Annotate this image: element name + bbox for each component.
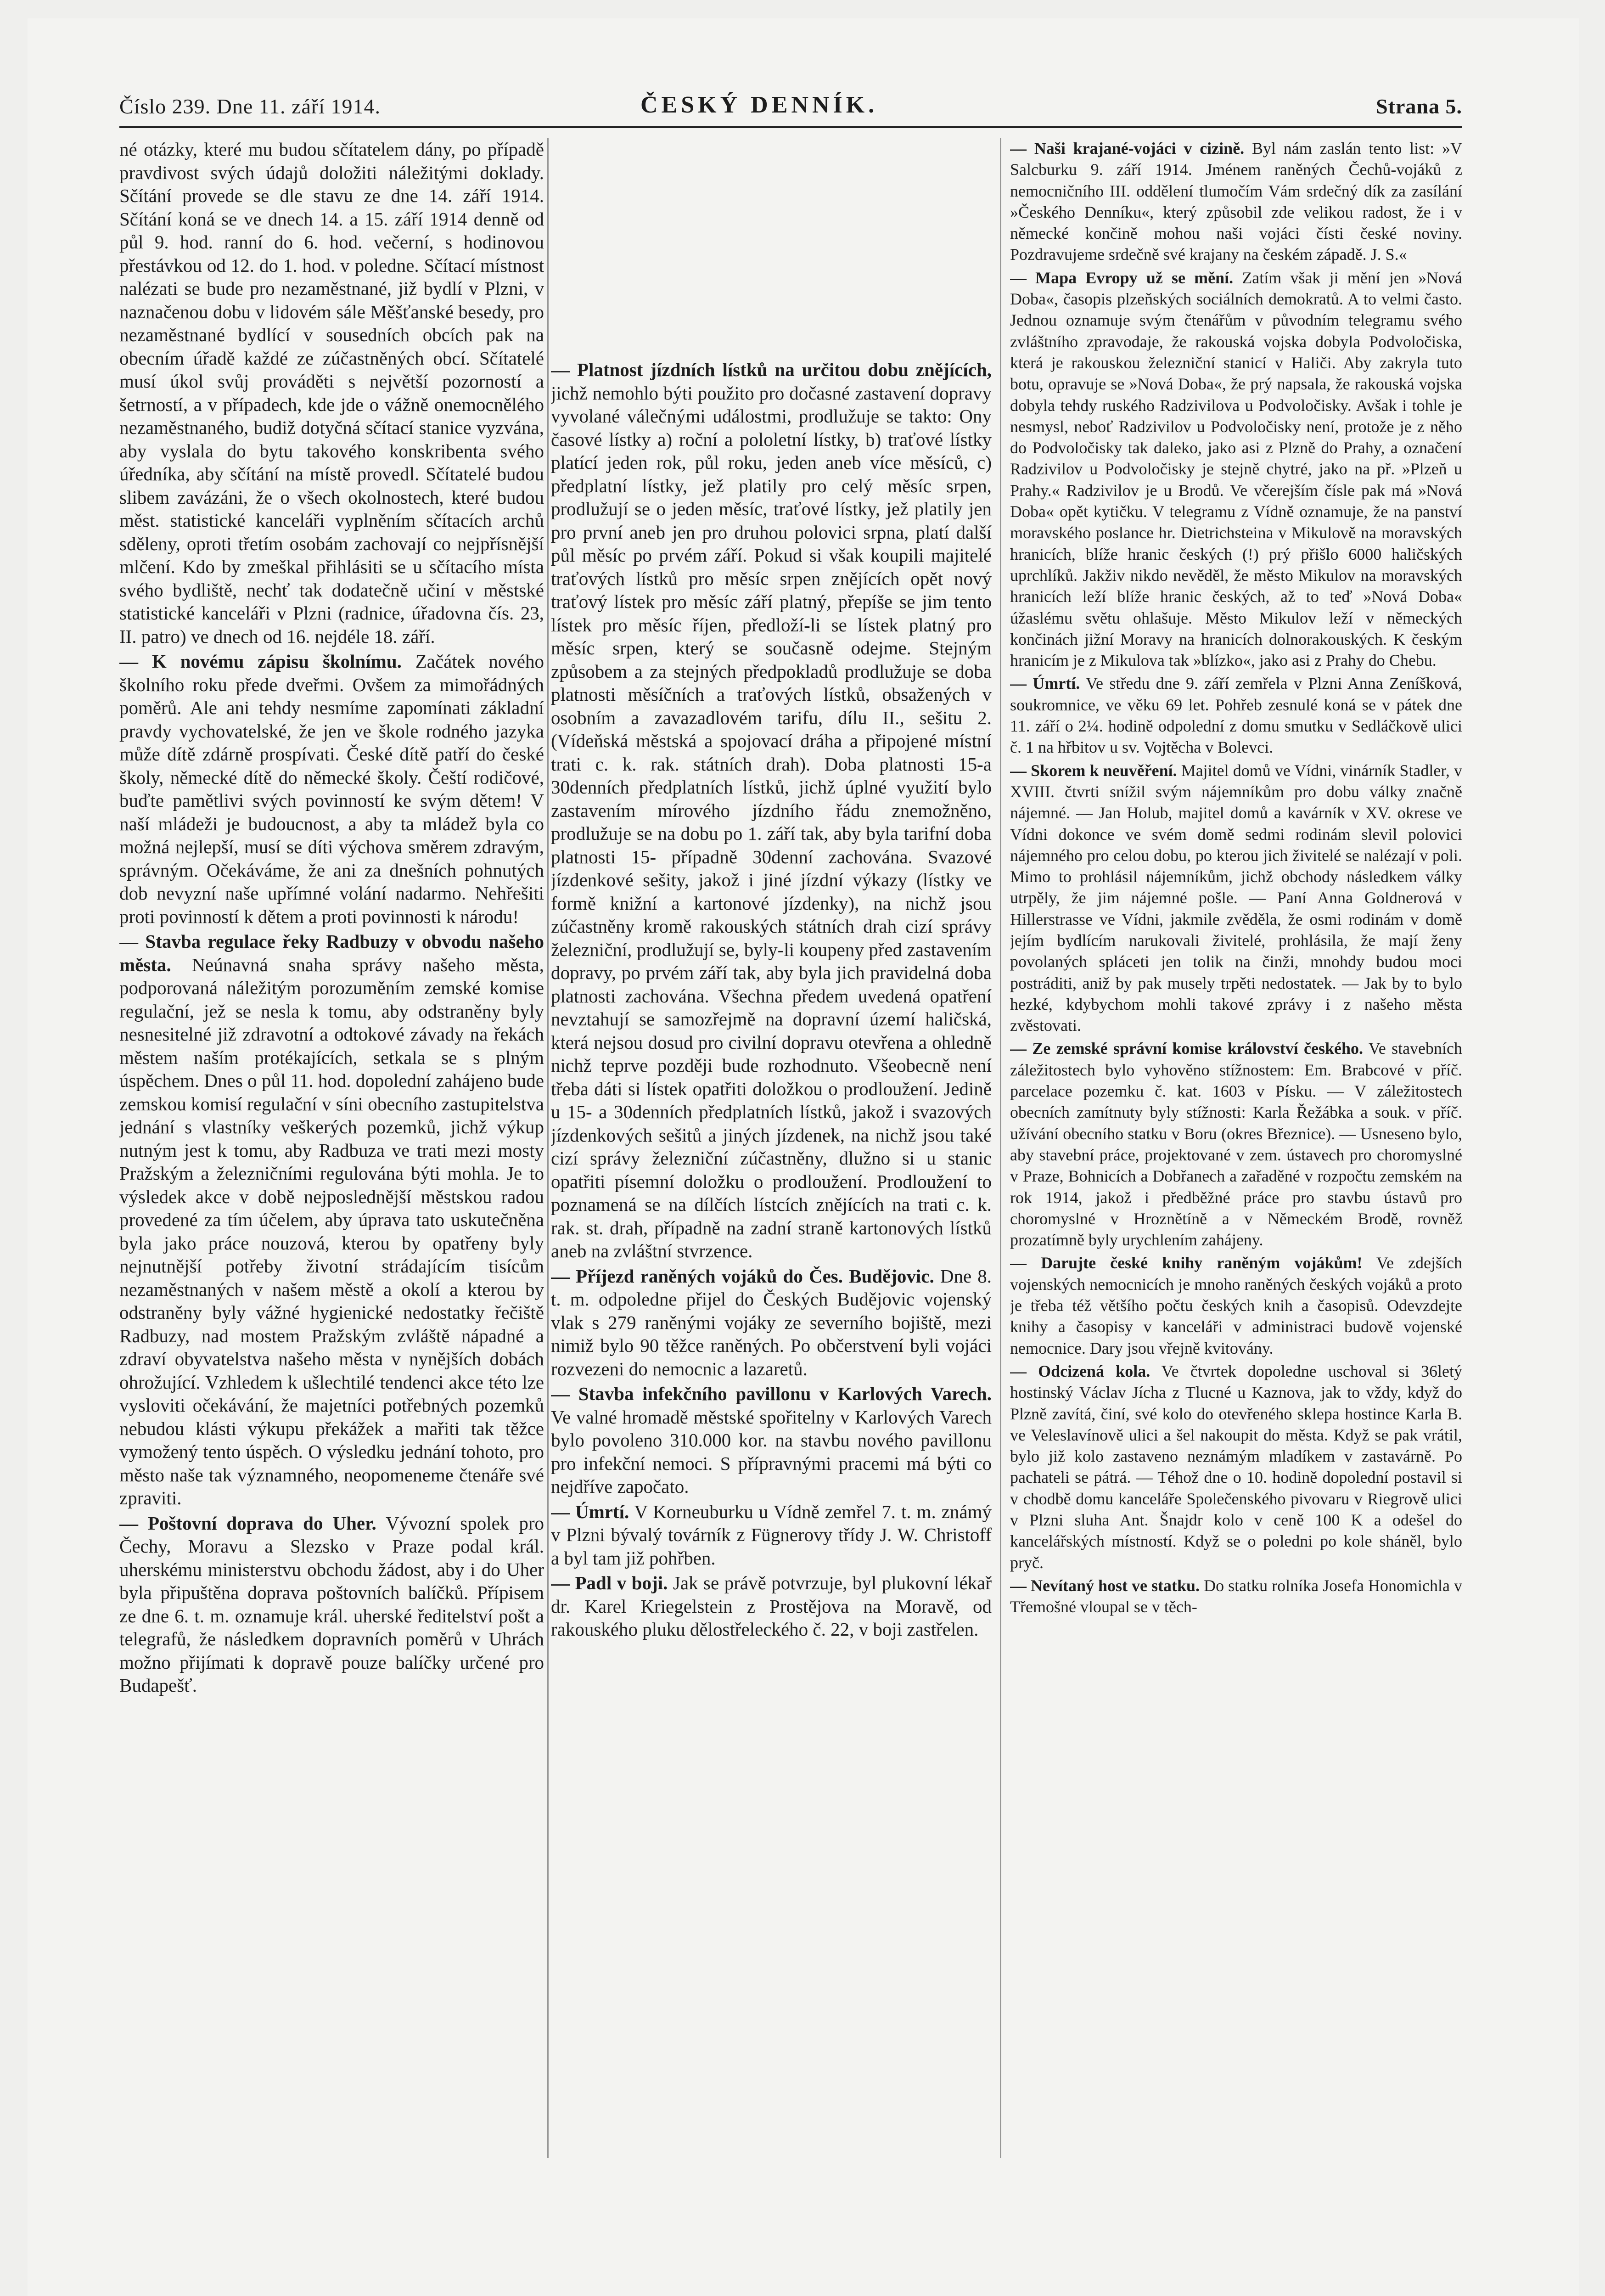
article: — Mapa Evropy už se mění. Zatím však ji mění jen »Nová Doba«, časopis plzeňských sociálních demokratů. A to velmi často. Jednou oznamuje svým čtenářům v původním telegramu svého zvláštního zpravodaje, že rakouská vojska dobyla Podvoločiska, která je rakouskou železniční stanicí v Haliči. Aby zakryla tuto botu, opravuje se »Nová Doba«, že prý napsala, že rakouská vojska dobyla tehdy ruského Radzivilova u Podvoločisky. Avšak i tohle je nesmysl, neboť Radzivilov u Podvoločisky není, protože je z něho do Podvoločisky tak daleko, jako asi z Plzně do Prahy, a označení Radzivilov u Podvoločisky je stejně chytré, jako na př. »Plzeň u Prahy.« Radzivilov je u Brodů. Ve včerejším čísle pak má »Nová Doba« opět kytičku. V telegramu z Vídně oznamuje, že na panství moravského poslance hr. Dietrichsteina v Mikulově na moravských hranicích, blíže hranic českých (!) prý přišlo 6000 haličských uprchlíků. Jakživ nikdo nevěděl, že město Mikulov na moravských hranicích leží blíže hranic českých, až to teď »Nová Doba« úžaslému světu ohlašuje. Město Mikulov leží v německých končinách jižní Moravy na hranicích dolnorakouských. K českým hranicím je z Mikulova tak »blízko«, jako asi z Prahy do Chebu. [1010,268,1462,670]
article: — Skorem k neuvěření. Majitel domů ve Vídni, vinárník Stadler, v XVIII. čtvrti snížil svým nájemníkům pro dobu války značně nájemné. — Jan Holub, majitel domů a kavárník v XV. okrese ve Vídni dokonce ve svém domě sedmi rodinám slevil polovici nájemného pro celou dobu, po kterou jich živitelé se nalézají v poli. Mimo to prohlásil nájemníkům, jichž obchody následkem války utrpěly, že jim nájemné pošle. — Paní Anna Goldnerová v Hillerstrasse ve Vídni, jakmile zvěděla, že osmi rodinám v domě jejím bydlícím narukovali živitelé, prohlásila, že mají ženy povolaných spláceti jen tolik na činži, mnohdy budou moci postráditi, aniž by pak musely trpěti nedostatek. — Jak by to bylo hezké, kdybychom mohli takové zprávy i z našeho města zvěstovati. [1010,761,1462,1035]
column-3 [1010,138,1462,2149]
article: — Odcizená kola. Ve čtvrtek dopoledne uschoval si 36letý hostinský Václav Jícha z Tlucné u Kaznova, jak to vždy, když do Plzně zavítá, činí, své kolo do otevřeného sklepa hostince Karla B. ve Veleslavínově ulici a šel nakoupit do města. Když se pak vrátil, bylo již kolo zastaveno neznámým mladíkem v zastavárně. Po pachateli se pátrá. — Téhož dne o 10. hodině dopolední postavil si v chodbě domu kanceláře Společenského pivovaru v Riegrově ulici v Plzni sluha Ant. Šnajdr kolo v ceně 100 K a odešel do kancelářských místností. Když se o poledni po kole sháněl, bylo pryč. [1010,1362,1462,1572]
article-title: — Úmrtí. [1010,674,1080,693]
article-title: — Naši krajané-vojáci v cizině. [1010,139,1245,158]
article: — Ze zemské správní komise království českého. Ve stavebních záležitostech bylo vyhověno stížnostem: Em. Brabcové v příč. parcelace pozemku č. kat. 1603 v Písku. — V záležitostech obecních zamítnuty byly stížnosti: Karla Řežábka a souk. v příč. užívání obecního statku v Boru (okres Březnice). — Usneseno bylo, aby stavební práce, projektované v zem. ústavech pro choromyslné v Praze, Bohnicích a Dobřanech a zařaděné v rozpočtu zemském na rok 1914, jakož i předběžné práce pro stavbu ústavů pro choromyslné v Hroznětíně a v Německém Brodě, rovněž prozatímně byly urychlením zahájeny. [1010,1039,1462,1249]
issue-date: Číslo 239. Dne 11. září 1914. [119,95,381,118]
column-divider [1000,138,1001,2158]
header-rule [119,126,1462,128]
article: — Příjezd raněných vojáků do Čes. Budějovic. Dne 8. t. m. odpoledne přijel do Českých Budějovic vojenský vlak s 279 raněnými vojáky ze severního bojiště, mezi nimiž bylo 90 těžce raněných. Po občerstvení byli vojáci rozvezeni do nemocnic a lazaretů. [551,1265,992,1379]
bleed-through-text [569,142,973,335]
article: né otázky, které mu budou sčítatelem dány, po případě pravdivost svých údajů doložiti náležitými doklady. Sčítání provede se dle stavu ze dne 14. září 1914. Sčítání koná se ve dnech 14. a 15. září 1914 denně od půl 9. hod. ranní do 6. hod. večerní, s hodinovou přestávkou od 12. do 1. hod. v poledne. Sčítací místnost nalézati se bude pro nezaměstnané, již bydlí v Plzni, v naznačenou dobu v lidovém sále Měšťanské besedy, pro nezaměstnané bydlící v sousedních obcích pak na obecním úřadě každé ze zúčastněných obcí. Sčítatelé musí úkol svůj prováděti s největší pozorností a šetrností, a v případech, kde jde o vážně onemocnělého nezaměstnaného, budiž dotyčná sčítací stanice vyzvána, aby vyslala do bytu takového konskribenta svého úředníka, aby sčítání na místě provedl. Sčítatelé budou slibem zavázáni, že o všech okolnostech, které budou měst. statistické kanceláři vyplněním sčítacích archů sděleny, oproti třetím osobám zachovají co nejpřísnější mlčení. Kdo by zmeškal přihlásiti se u sčítacího místa svého bydliště, nechť tak dodatečně učiní v městské statistické kanceláři v Plzni (radnice, úřadovna čís. 23, II. patro) ve dnech od 16. nejdéle 18. září. [119,139,544,647]
article-title: — Stavba infekčního pavillonu v Karlových Varech. [551,1383,992,1404]
article-title: — Platnost jízdních lístků na určitou dobu znějících, [551,359,992,380]
article: — K novému zápisu školnímu. Začátek nového školního roku přede dveřmi. Ovšem za mimořádných poměrů. Ale ani tehdy nesmíme zapomínati základní pravdy vychovatelské, že jen ve škole rodného jazyka může dítě zdárně prospívati. České dítě patří do české školy, německé dítě do německé školy. Čeští rodičové, buďte pamětlivi svých povinností ke svým dětem! V naší mládeži je budoucnost, a aby ta mládež byla co možná nejlepší, musí se díti výchova směrem zdravým, správným. Očekáváme, že ani za dnešních pohnutých dob nevyzní naše upřímné volání nadarmo. Nehřešiti proti povinností k dětem a proti povinnosti k národu! [119,651,544,927]
article: — Úmrtí. Ve středu dne 9. září zemřela v Plzni Anna Zeníšková, soukromnice, ve věku 69 let. Pohřeb zesnulé koná se v pátek dne 11. září o 2¼. hodině odpolední z domu smutku v Sedláčkově ulici č. 1 na hřbitov u sv. Vojtěcha v Bolevci. [1010,674,1462,757]
article-title: — Odcizená kola. [1010,1362,1150,1380]
article-title: — Příjezd raněných vojáků do Čes. Budějovic. [551,1265,934,1287]
column-1 [119,138,544,2149]
article: — Nevítaný host ve statku. Do statku rolníka Josefa Honomichla v Třemošné vloupal se v těch- [1010,1576,1462,1616]
article: — Stavba infekčního pavillonu v Karlových Varech. Ve valné hromadě městské spořitelny v Karlových Varech bylo povoleno 310.000 kor. na stavbu nového pavillonu pro infekční nemoci. S přípravnými pracemi má býti co nejdříve započato. [551,1383,992,1497]
page-header [119,90,1462,126]
article-title: — K novému zápisu školnímu. [119,651,402,672]
article-title: — Darujte české knihy raněným vojákům! [1010,1254,1363,1272]
article-title: — Stavba regulace řeky Radbuzy v obvodu našeho města. [119,931,544,975]
article: — Darujte české knihy raněným vojákům! Ve zdejších vojenských nemocnicích je mnoho raněných českých vojáků a proto je třeba též většího počtu českých knih a časopisů. Odevzdejte knihy a časopisy v kanceláři v administraci budově vojenské nemocnice. Dary jsou vřejně kvitovány. [1010,1254,1462,1357]
article: — Poštovní doprava do Uher. Vývozní spolek pro Čechy, Moravu a Slezsko v Praze podal král. uherskému ministerstvu obchodu žádost, aby i do Uher byla připuštěna doprava poštovních balíčků. Přípisem ze dne 6. t. m. oznamuje král. uherské ředitelství pošt a telegrafů, že následkem dopravních poměrů v Uhrách možno přijímati k dopravě pouze balíčky určené pro Budapešť. [119,1512,544,1696]
article-title: — Úmrtí. [551,1501,629,1522]
article-title: — Skorem k neuvěření. [1010,761,1177,780]
newspaper-title: ČESKÝ DENNÍK. [640,92,878,118]
article: — Stavba regulace řeky Radbuzy v obvodu našeho města. Neúnavná snaha správy našeho města, podporovaná náležitým porozuměním zemské komise regulační, jež se nesla k tomu, aby odstraněny byly nesnesitelné již zdravotní a odtokové závady na řekách městem naším protékajících, setkala se s plným úspěchem. Dnes o půl 11. hod. dopolední zahájeno bude zemskou komisí regulační v síni obecního zastupitelstva jednání s vlastníky veškerých pozemků, jichž výkup nutným jest k tomu, aby Radbuza ve trati mezi mosty Pražským a železničními regulována býti mohla. Je to výsledek akce v době nejposlednější městskou radou provedené za tím účelem, aby úprava tato uskutečněna byla jako práce nouzová, kterou by opatřeny byly nejnutnější potřeby životní strádajícím tisícům nezaměstnaných v našem městě a okolí a kterou by odstraněny byly vážné hygienické nedostatky řečiště Radbuzy, nad mostem Pražským zvláště nápadné a zdraví obyvatelstva našeho města v nynějších dobách ohrožující. Vzhledem k ušlechtilé tendenci akce této lze vysloviti očekávání, že majetníci potřebných pozemků nebudou klásti výkupu překážek a mařiti tak těžce vymožený tento úspěch. O výsledku jednání tohoto, pro město naše tak významného, neopomeneme čtenáře své zpraviti. [119,931,544,1508]
article-title: — Nevítaný host ve statku. [1010,1576,1200,1595]
page-number: Strana 5. [1376,95,1462,118]
column-2 [551,358,992,2149]
article-title: — Poštovní doprava do Uher. [119,1512,376,1534]
article-title: — Ze zemské správní komise království českého. [1010,1039,1364,1058]
article: — Platnost jízdních lístků na určitou dobu znějících, jichž nemohlo býti použito pro dočasné zastavení dopravy vyvolané válečnými událostmi, prodlužuje se takto: Ony časové lístky a) roční a pololetní lístky, b) traťové lístky platící jeden rok, půl roku, jeden aneb více měsíců, c) předplatní lístky, jež platily pro celý měsíc srpen, prodlužují se o jeden měsíc, traťové lístky, jež platily jen pro první aneb jen pro druhou polovici srpna, platí další půl měsíc po prvém září. Pokud si však koupili majitelé traťových lístků pro měsíc srpen znějících opět nový traťový lístek pro měsíc září platný, přepíše se jim tento lístek pro měsíc říjen, předloží-li se lístek platný pro měsíc srpen, který se současně odejme. Stejným způsobem a za stejných předpokladů prodlužuje se doba platnosti měsíčních a traťových lístků, obsažených v osobním a zavazadlovém tarifu, dílu II., sešitu 2. (Vídeňská městská a spojovací dráha a připojené místní trati c. k. rak. státních drah). Doba platnosti 15-a 30denních předplatních lístků, jichž úplné využití bylo zastavením mírového jízdního řádu znemožněno, prodlužuje se na dobu po 1. září tak, aby byla tarifní doba platnosti 15- případně 30denní zachována. Svazové jízdenkové sešity, jakož i jiné jízdní výkazy (lístky ve formě knižní a kartonové jízdenky), na nichž jsou zúčastněny kromě rakouských státních drah cizí správy železniční, prodlužují se, byly-li koupeny před zastavením dopravy, po prvém září tak, aby byla jich pravidelná doba platnosti zachována. Všechna předem uvedená opatření nevztahují se samozřejmě na dopravní území haličská, která nejsou dosud pro civilní dopravu otevřena a ohledně nichž teprve později bude rozhodnuto. Všeobecně není třeba dáti si lístek opatřiti doložkou o prodloužení. Jedině u 15- a 30denních předplatních lístků, jakož i svazových jízdenkových sešitů a jiných jízdenek, na nichž jsou také cizí správy železniční zúčastněny, dlužno si u stanic opatřiti písemní doložku o prodloužení. Prodloužení to poznamená se na dílčích lístcích znějících na trati c. k. rak. st. drah, případně na zadní straně kartonových lístků aneb na zvláštní stvrzence. [551,359,992,1261]
article-title: — Mapa Evropy už se mění. [1010,268,1234,287]
article-title: — Padl v boji. [551,1572,668,1593]
column-divider [547,138,549,2158]
article: — Úmrtí. V Korneuburku u Vídně zemřel 7. t. m. známý v Plzni bývalý továrník z Fügnerovy třídy J. W. Christoff a byl tam již pohřben. [551,1501,992,1569]
article: — Padl v boji. Jak se právě potvrzuje, byl plukovní lékař dr. Karel Kriegelstein z Prostějova na Moravě, od rakouského pluku dělostřeleckého č. 22, v boji zastřelen. [551,1572,992,1640]
article: — Naši krajané-vojáci v cizině. Byl nám zaslán tento list: »V Salcburku 9. září 1914. Jménem raněných Čechů-vojáků z nemocničního III. oddělení tlumočím Vám srdečný dík za zasílání »Českého Denníku«, který způsobil zde velikou radost, že i v německé končině mohou naši vojáci čísti české noviny. Pozdravujeme srdečně své krajany na českém západě. J. S.« [1010,139,1462,264]
